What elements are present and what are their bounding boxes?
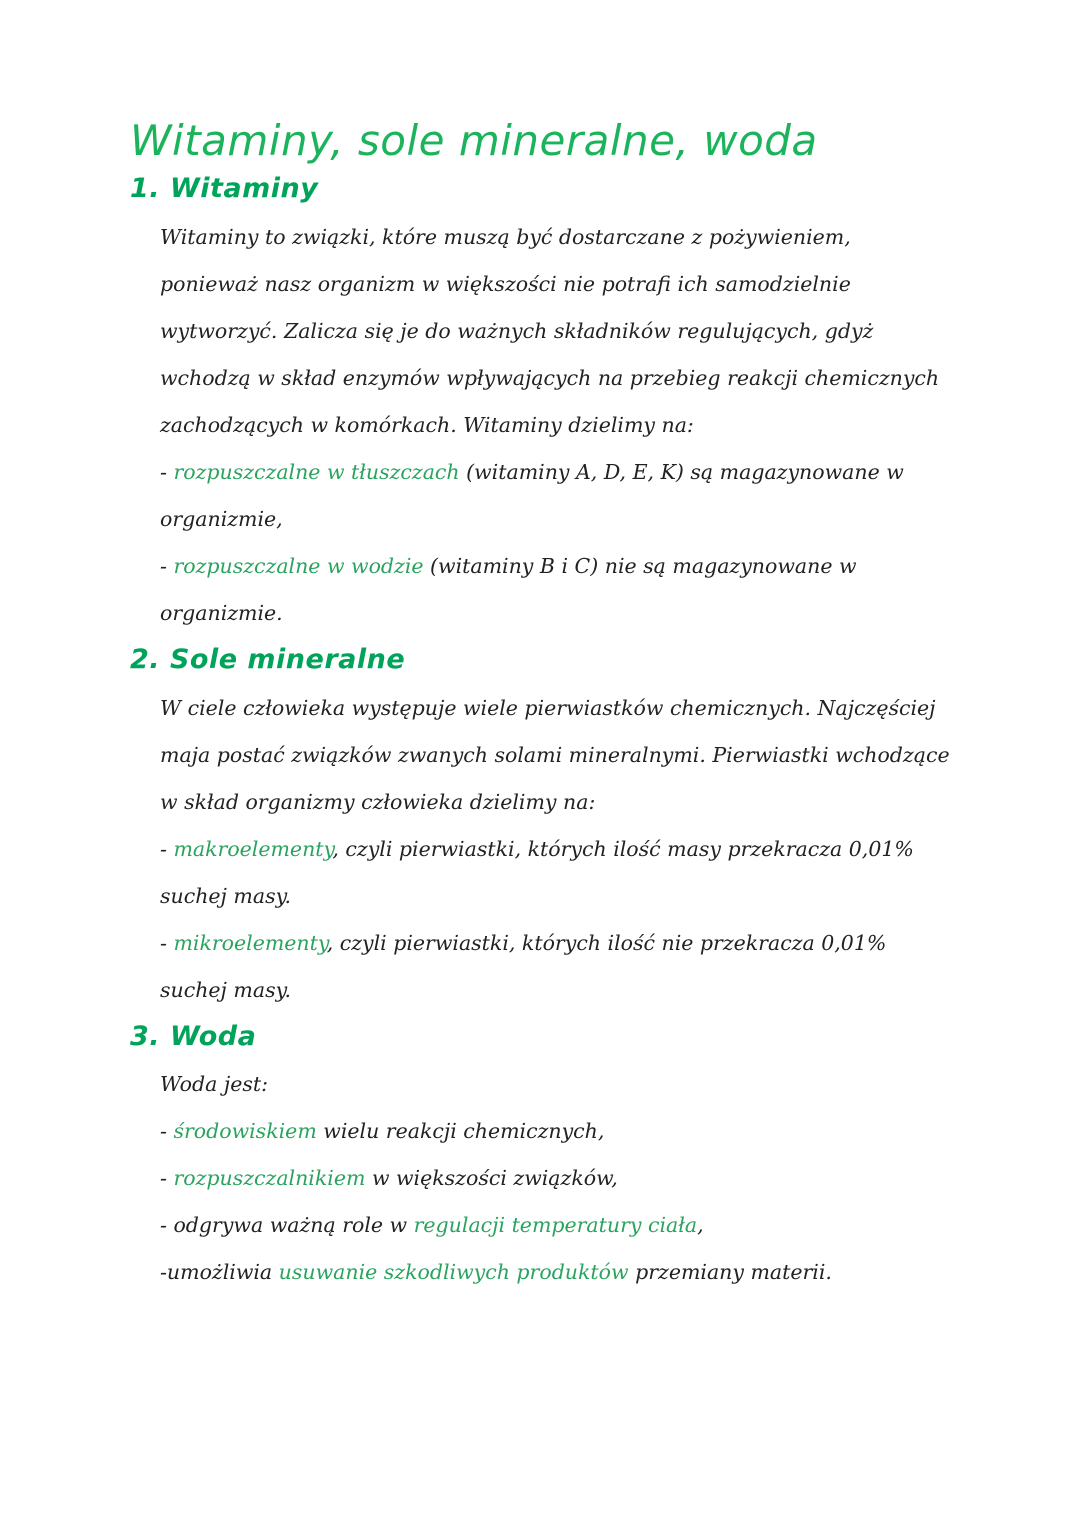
text-run: wielu reakcji chemicznych, xyxy=(316,1119,605,1144)
bullet-line xyxy=(160,920,950,1014)
text-run: (witaminy A, D, E, K) są magazynowane w organizmie, xyxy=(160,459,904,531)
text-run: , czyli pierwiastki, których ilość nie przekracza 0,01% suchej masy. xyxy=(160,930,887,1002)
text-run: - xyxy=(160,1166,174,1191)
section-paragraph: Witaminy to związki, które muszą być dostarczane z pożywieniem, ponieważ nasz organizm w większości nie potrafi ich samodzielnie wytworzyć. Zalicza się je do ważnych składników regulujących, gdyż wchodzą w skład enzymów wpływających na przebieg reakcji chemicznych zachodzących w komórkach. Witaminy dzielimy na: xyxy=(160,224,940,437)
text-run: , czyli pierwiastki, których ilość masy przekracza 0,01% suchej masy. xyxy=(160,836,914,908)
section-body xyxy=(160,214,950,637)
text-run: przemiany materii. xyxy=(628,1260,832,1285)
bullet-line xyxy=(160,1155,950,1202)
text-run: - xyxy=(160,459,174,484)
accent-text-run: rozpuszczalne w tłuszczach xyxy=(173,459,460,484)
section-sole-mineralne xyxy=(130,645,950,1014)
accent-text-run: rozpuszczalne w wodzie xyxy=(173,553,424,578)
section-heading-sole-mineralne: 2. Sole mineralne xyxy=(130,643,406,675)
bullet-line xyxy=(160,826,950,920)
page-title: Witaminy, sole mineralne, woda xyxy=(130,116,818,165)
text-run: - odgrywa ważną role w xyxy=(160,1213,414,1238)
bullet-line xyxy=(160,1249,950,1296)
accent-text-run: makroelementy xyxy=(173,836,333,861)
accent-text-run: środowiskiem xyxy=(173,1119,317,1144)
text-run: - xyxy=(160,930,174,955)
section-paragraph: W ciele człowieka występuje wiele pierwiastków chemicznych. Najczęściej maja postać związków zwanych solami mineralnymi. Pierwiastki wchodzące w skład organizmy człowieka dzielimy na: xyxy=(160,695,950,814)
section-paragraph: Woda jest: xyxy=(160,1072,269,1097)
bullet-line xyxy=(160,1108,950,1155)
section-heading-witaminy: 1. Witaminy xyxy=(130,173,319,205)
text-run: - xyxy=(160,1119,174,1144)
text-run: - xyxy=(160,836,174,861)
accent-text-run: mikroelementy xyxy=(173,930,327,955)
section-body xyxy=(160,1061,950,1296)
bullet-line xyxy=(160,449,950,543)
bullet-line xyxy=(160,1202,950,1249)
accent-text-run: regulacji temperatury ciała xyxy=(413,1213,698,1238)
accent-text-run: rozpuszczalnikiem xyxy=(173,1166,366,1191)
text-run: (witaminy B i C) nie są magazynowane w organizmie. xyxy=(160,553,857,625)
section-heading-woda: 3. Woda xyxy=(130,1020,257,1052)
accent-text-run: usuwanie szkodliwych produktów xyxy=(278,1260,629,1285)
section-body xyxy=(160,685,950,1014)
text-run: , xyxy=(697,1213,704,1238)
section-woda xyxy=(130,1022,950,1297)
text-run: - xyxy=(160,553,174,578)
text-run: w większości związków, xyxy=(365,1166,618,1191)
text-run: -umożliwia xyxy=(160,1260,279,1285)
section-witaminy xyxy=(130,174,950,637)
bullet-line xyxy=(160,543,950,637)
